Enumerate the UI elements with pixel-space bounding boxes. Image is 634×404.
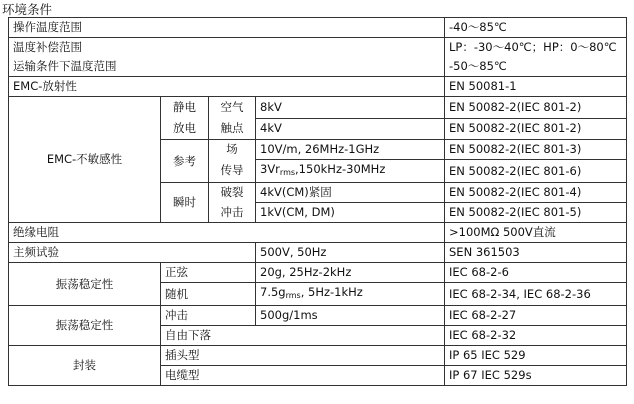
transport-temp-value: -50～85℃ xyxy=(445,57,627,77)
table-row xyxy=(9,306,627,326)
esd-label-line1: 静电 xyxy=(173,100,196,114)
esd-contact-value: 4kV xyxy=(256,118,445,140)
emc-immunity-label: EMC-不敏感性 xyxy=(9,97,161,223)
esd-label xyxy=(161,97,209,140)
table-row xyxy=(9,18,627,38)
ref-field-value: 10V/m, 26MHz-1GHz xyxy=(256,140,445,160)
vib1-sine-cond: 20g, 25Hz-2kHz xyxy=(256,263,445,283)
esd-contact-label: 触点 xyxy=(209,118,256,140)
ref-conducted-label: 传导 xyxy=(209,160,256,183)
ref-field-std: EN 50082-2(IEC 801-3) xyxy=(445,140,627,160)
vib1-label: 振荡稳定性 xyxy=(9,263,161,306)
transient-burst-std: EN 50082-2(IEC 801-4) xyxy=(445,183,627,203)
op-temp-value: -40～85℃ xyxy=(445,18,627,38)
esd-air-value: 8kV xyxy=(256,97,445,119)
enclosure-cable-value: IP 67 IEC 529s xyxy=(445,366,627,386)
insulation-value: >100MΩ 500V直流 xyxy=(445,223,627,243)
transport-temp-label: 运输条件下温度范围 xyxy=(9,57,445,77)
vib1-random-cond-a: 7.5g xyxy=(260,285,286,299)
vib2-shock-cond: 500g/1ms xyxy=(256,306,445,326)
transient-burst-label: 破裂 xyxy=(209,183,256,203)
emc-emission-value: EN 50081-1 xyxy=(445,77,627,97)
transient-surge-value: 1kV(CM, DM) xyxy=(256,203,445,223)
vib2-shock-value: IEC 68-2-27 xyxy=(445,306,627,326)
vib2-freefall-value: IEC 68-2-32 xyxy=(445,326,627,346)
ref-conducted-value-sub: rms xyxy=(279,168,296,177)
table-row xyxy=(9,57,627,77)
transient-surge-label: 冲击 xyxy=(209,203,256,223)
table-row xyxy=(9,77,627,97)
vib1-random-cond xyxy=(256,283,445,306)
vib1-random-cond-b: , 5Hz-1kHz xyxy=(300,285,363,299)
transient-burst-value: 4kV(CM)紧固 xyxy=(256,183,445,203)
table-row xyxy=(9,38,627,58)
mains-test-label: 主频试验 xyxy=(9,243,256,263)
comp-temp-value: LP：-30～40℃；HP：0～80℃ xyxy=(445,38,627,58)
table-row xyxy=(9,243,627,263)
vib1-sine-label: 正弦 xyxy=(161,263,256,283)
comp-temp-label: 温度补偿范围 xyxy=(9,38,445,58)
mains-test-cond: 500V, 50Hz xyxy=(256,243,445,263)
vib2-freefall-label: 自由下落 xyxy=(161,326,445,346)
table-row xyxy=(9,346,627,366)
table-row xyxy=(9,97,627,119)
enclosure-plug-label: 插头型 xyxy=(161,346,445,366)
vib1-random-value: IEC 68-2-34, IEC 68-2-36 xyxy=(445,283,627,306)
mains-test-value: SEN 361503 xyxy=(445,243,627,263)
ref-field-label: 场 xyxy=(209,140,256,160)
vib1-random-label: 随机 xyxy=(161,283,256,306)
transient-label: 瞬时 xyxy=(161,183,209,223)
emc-emission-label: EMC-放射性 xyxy=(9,77,445,97)
insulation-label: 绝缘电阻 xyxy=(9,223,445,243)
enclosure-label: 封装 xyxy=(9,346,161,386)
ref-conducted-value xyxy=(256,160,445,183)
esd-air-std: EN 50082-2(IEC 801-2) xyxy=(445,97,627,119)
page-title: 环境条件 xyxy=(2,2,53,17)
table-row xyxy=(9,263,627,283)
op-temp-label: 操作温度范围 xyxy=(9,18,445,38)
table-row xyxy=(9,223,627,243)
ref-label: 参考 xyxy=(161,140,209,183)
vib2-shock-label: 冲击 xyxy=(161,306,256,326)
esd-air-label: 空气 xyxy=(209,97,256,119)
ref-conducted-value-a: 3Vr xyxy=(260,162,280,176)
ref-conducted-std: EN 50082-2(IEC 801-6) xyxy=(445,160,627,183)
ref-conducted-value-b: ,150kHz-30MHz xyxy=(295,162,386,176)
enclosure-cable-label: 电缆型 xyxy=(161,366,445,386)
vib2-label: 振荡稳定性 xyxy=(9,306,161,346)
vib1-random-cond-sub: rms xyxy=(285,291,301,300)
transient-surge-std: EN 50082-2(IEC 801-5) xyxy=(445,203,627,223)
esd-contact-std: EN 50082-2(IEC 801-2) xyxy=(445,118,627,140)
enclosure-plug-value: IP 65 IEC 529 xyxy=(445,346,627,366)
esd-label-line2: 放电 xyxy=(173,121,196,135)
vib1-sine-value: IEC 68-2-6 xyxy=(445,263,627,283)
environment-spec-table xyxy=(8,17,627,386)
